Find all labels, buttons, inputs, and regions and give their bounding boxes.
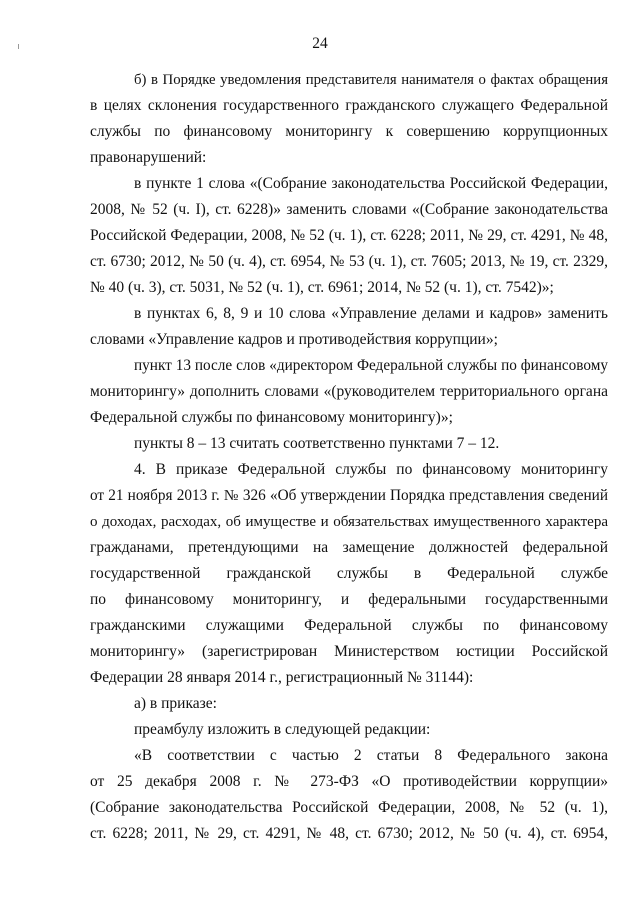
text-line: б) в Порядке уведомления представителя нанимателя о фактах обращения — [134, 72, 608, 88]
text-line: мониторингу» дополнить словами «(руководителем территориального органа — [90, 383, 608, 400]
text-line: в пункте 1 слова «(Собрание законодательства Российской Федерации, — [134, 175, 608, 192]
text-line: 4. В приказе Федеральной службы по финансовому мониторингу — [134, 461, 608, 478]
text-line: гражданскими служащими Федеральной службы по финансовому — [90, 617, 608, 634]
text-line: службы по финансовому мониторингу к совершению коррупционных — [90, 123, 608, 140]
text-line: в пунктах 6, 8, 9 и 10 слова «Управление делами и кадров» заменить — [134, 305, 608, 322]
text-line: ст. 6730; 2012, № 50 (ч. 4), ст. 6954, № 53 (ч. 1), ст. 7605; 2013, № 19, ст. 2329, — [90, 253, 608, 270]
page-number: 24 — [312, 35, 328, 52]
text-line: ст. 6228; 2011, № 29, ст. 4291, № 48, ст. 6730; 2012, № 50 (ч. 4), ст. 6954, — [90, 825, 608, 842]
text-line: Федеральной службы по финансовому мониторингу)»; — [90, 409, 453, 426]
text-line: Российской Федерации, 2008, № 52 (ч. 1), ст. 6228; 2011, № 29, ст. 4291, № 48, — [90, 227, 608, 244]
text-line: Федерации 28 января 2014 г., регистрационный № 31144): — [90, 669, 474, 686]
text-line: в целях склонения государственного гражданского служащего Федеральной — [90, 97, 608, 114]
text-line: 2008, № 52 (ч. I), ст. 6228)» заменить словами «(Собрание законодательства — [90, 201, 608, 218]
text-line: а) в приказе: — [134, 695, 217, 712]
text-line: преамбулу изложить в следующей редакции: — [134, 721, 431, 738]
text-line: о доходах, расходах, об имуществе и обязательствах имущественного характера — [90, 514, 608, 530]
text-line: государственной гражданской службы в Федеральной службе — [90, 565, 608, 582]
text-line: от 21 ноября 2013 г. № 326 «Об утверждении Порядка представления сведений — [90, 487, 608, 504]
text-line: от 25 декабря 2008 г. № 273-ФЗ «О противодействии коррупции» — [90, 773, 608, 790]
text-line: (Собрание законодательства Российской Федерации, 2008, № 52 (ч. 1), — [90, 799, 608, 816]
text-line: пункты 8 – 13 считать соответственно пунктами 7 – 12. — [134, 435, 500, 452]
text-line: по финансовому мониторингу, и федеральными государственными — [90, 591, 608, 608]
text-line: словами «Управление кадров и противодействия коррупции»; — [90, 331, 498, 348]
text-line: № 40 (ч. 3), ст. 5031, № 52 (ч. 1), ст. 6961; 2014, № 52 (ч. 1), ст. 7542)»; — [90, 279, 554, 296]
text-line: правонарушений: — [90, 149, 207, 166]
text-line: пункт 13 после слов «директором Федеральной службы по финансовому — [134, 357, 608, 374]
text-line: гражданами, претендующими на замещение должностей федеральной — [90, 539, 608, 556]
text-line: мониторингу» (зарегистрирован Министерством юстиции Российской — [90, 643, 608, 660]
text-line: «В соответствии с частью 2 статьи 8 Федерального закона — [134, 747, 608, 764]
